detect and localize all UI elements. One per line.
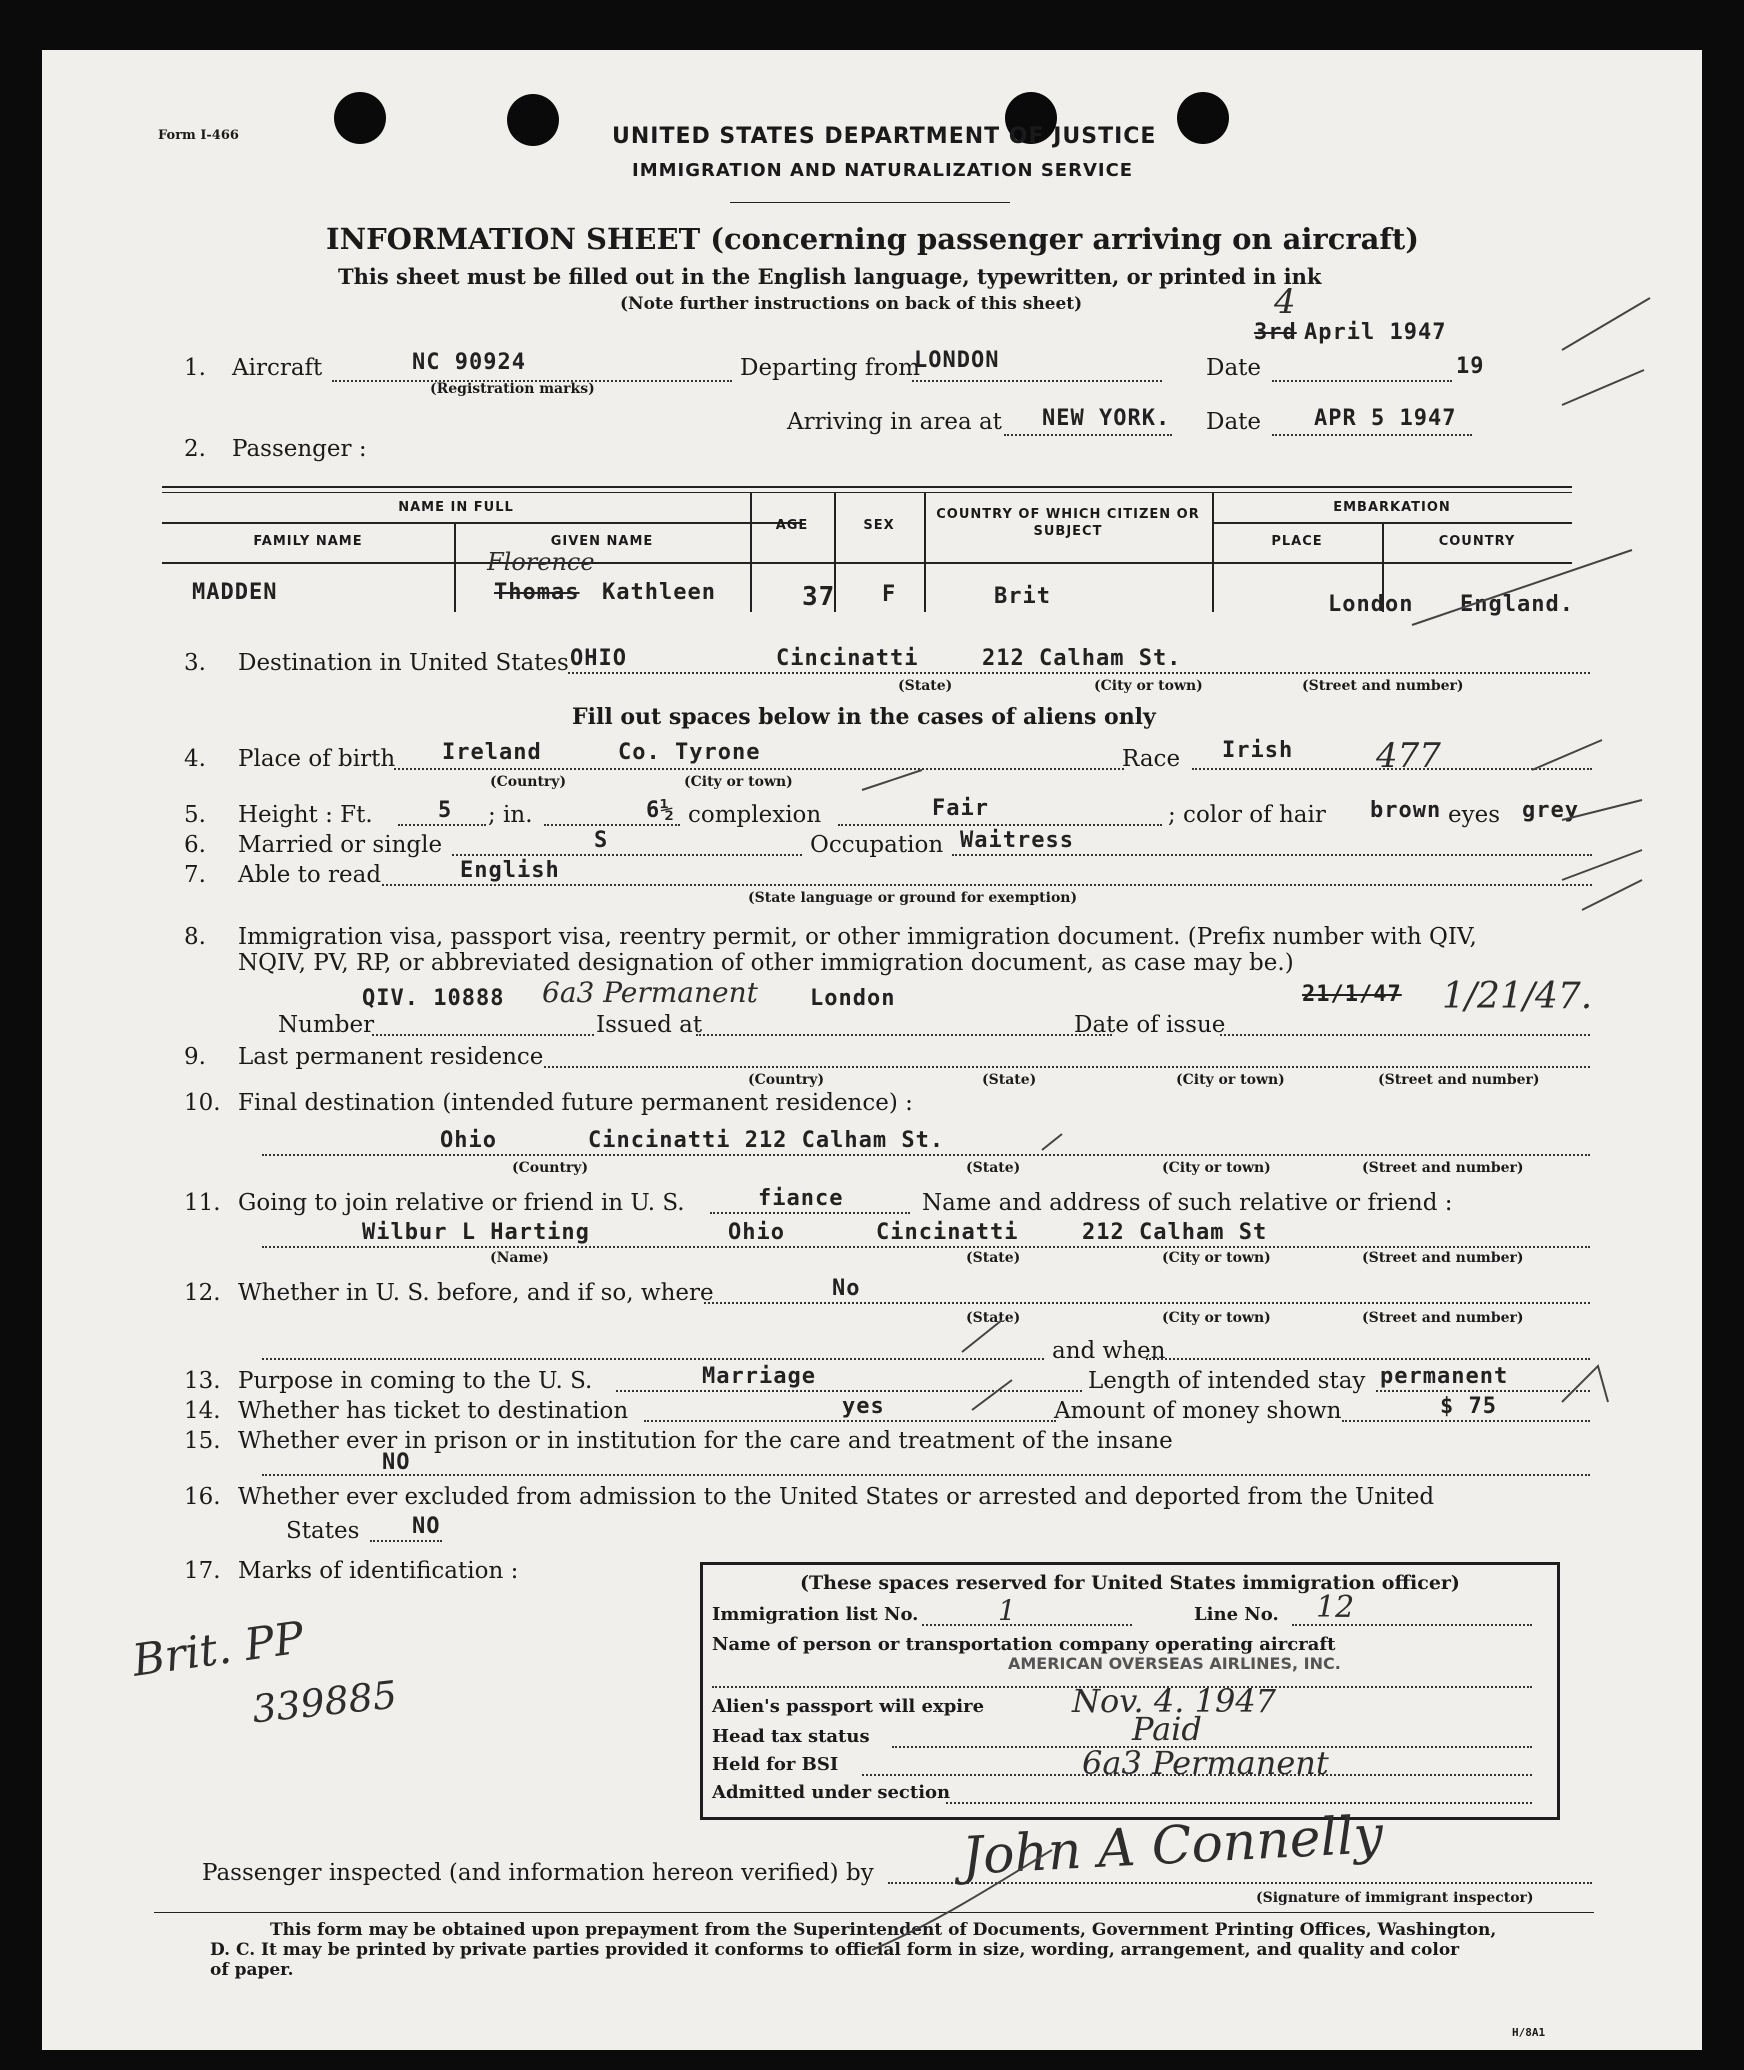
caption-state: (State) <box>982 1072 1037 1088</box>
item-number: 16. <box>184 1484 221 1510</box>
col-name-in-full: NAME IN FULL <box>398 500 514 515</box>
departing-value: LONDON <box>914 348 1000 373</box>
item-number: 12. <box>184 1280 221 1306</box>
admitted-label: Admitted under section <box>712 1782 951 1803</box>
and-when-label: and when <box>1052 1338 1166 1364</box>
visa-place: London <box>810 986 896 1011</box>
aircraft-value: NC 90924 <box>412 350 526 375</box>
service-title: IMMIGRATION AND NATURALIZATION SERVICE <box>632 160 1134 181</box>
citizenship-value: Brit <box>994 584 1051 609</box>
race-label: Race <box>1122 746 1181 772</box>
final-destination-label: Final destination (intended future permanent residence) : <box>238 1090 913 1116</box>
footer-code: H/8A1 <box>1512 2026 1546 2039</box>
relative-label: Name and address of such relative or friend : <box>922 1190 1453 1216</box>
signature-caption: (Signature of immigrant inspector) <box>1256 1890 1534 1906</box>
destination-state: OHIO <box>570 646 627 671</box>
item-number: 4. <box>184 746 206 772</box>
department-title: UNITED STATES DEPARTMENT OF JUSTICE <box>612 124 1157 149</box>
item-number: 10. <box>184 1090 221 1116</box>
race-code-handwritten: 477 <box>1376 736 1441 776</box>
before-value: No <box>832 1276 861 1301</box>
caption-state: (State) <box>898 678 953 694</box>
issue-date-label: Date of issue <box>1074 1012 1226 1038</box>
marital-label: Married or single <box>238 832 443 858</box>
visa-handwritten: 6a3 Permanent <box>542 976 758 1009</box>
marks-label: Marks of identification : <box>238 1558 519 1584</box>
caption-street: (Street and number) <box>1302 678 1464 694</box>
passport-label: Alien's passport will expire <box>712 1696 985 1717</box>
height-in-label: ; in. <box>488 802 533 828</box>
complexion-value: Fair <box>932 796 989 821</box>
footer-line-1: This form may be obtained upon prepayment from the Superintendent of Documents, Government Printing Offices, Washington, <box>270 1920 1497 1940</box>
length-label: Length of intended stay <box>1088 1368 1366 1394</box>
destination-street: 212 Calham St. <box>982 646 1182 671</box>
given-name-value: Kathleen <box>602 580 716 605</box>
col-embarkation: EMBARKATION <box>1333 500 1451 515</box>
money-value: $ 75 <box>1440 1394 1497 1419</box>
visa-number: QIV. 10888 <box>362 986 505 1011</box>
caption-street: (Street and number) <box>1362 1250 1524 1266</box>
line-value: 12 <box>1316 1590 1355 1625</box>
number-label: Number <box>278 1012 375 1038</box>
ticket-value: yes <box>842 1394 885 1419</box>
caption-city: (City or town) <box>1094 678 1203 694</box>
item-number: 15. <box>184 1428 221 1454</box>
read-label: Able to read <box>238 862 382 888</box>
visa-instructions-2: NQIV, PV, RP, or abbreviated designation of other immigration document, as case may be.) <box>238 950 1294 976</box>
caption-country: (Country) <box>512 1160 589 1176</box>
given-name-struck: Thomas <box>494 580 580 605</box>
last-residence-label: Last permanent residence <box>238 1044 544 1070</box>
excluded-label-2: States <box>286 1518 360 1544</box>
form-subtitle: This sheet must be filled out in the English language, typewritten, or printed in ink <box>338 264 1322 289</box>
date-struck: 3rd <box>1254 320 1297 345</box>
check-marks <box>42 50 1702 2050</box>
information-sheet <box>42 50 1702 2050</box>
birth-city: Co. Tyrone <box>618 740 761 765</box>
item-number: 11. <box>184 1190 221 1216</box>
arrival-date-label: Date <box>1206 409 1262 435</box>
col-age: AGE <box>775 518 809 533</box>
prison-label: Whether ever in prison or in institution for the care and treatment of the insane <box>238 1428 1173 1454</box>
relative-name: Wilbur L Harting <box>362 1220 590 1245</box>
hair-value: brown <box>1370 798 1442 823</box>
eyes-value: grey <box>1522 798 1579 823</box>
bsi-handwritten: 6a3 Permanent <box>1082 1744 1329 1782</box>
item-number: 7. <box>184 862 206 888</box>
excluded-label: Whether ever excluded from admission to the United States or arrested and deported from the United <box>238 1484 1435 1510</box>
date-handwritten: 4 <box>1274 282 1296 322</box>
read-caption: (State language or ground for exemption) <box>748 890 1078 906</box>
list-value: 1 <box>998 1594 1016 1627</box>
list-label: Immigration list No. <box>712 1604 919 1625</box>
relative-state: Ohio <box>728 1220 785 1245</box>
birth-country: Ireland <box>442 740 542 765</box>
form-number: Form I-466 <box>158 128 239 143</box>
visa-instructions: Immigration visa, passport visa, reentry permit, or other immigration document. (Prefix number with QIV, <box>238 924 1477 950</box>
caption-state: (State) <box>966 1160 1021 1176</box>
sex-value: F <box>882 582 897 607</box>
family-name-value: MADDEN <box>192 580 278 605</box>
item-number: 13. <box>184 1368 221 1394</box>
item-number: 1. <box>184 355 206 381</box>
destination-city: Cincinatti <box>776 646 919 671</box>
headtax-label: Head tax status <box>712 1726 870 1747</box>
aircraft-label: Aircraft <box>232 355 323 381</box>
bsi-label: Held for BSI <box>712 1754 839 1775</box>
col-family-name: FAMILY NAME <box>253 534 363 549</box>
caption-name: (Name) <box>490 1250 549 1266</box>
caption-city: (City or town) <box>1162 1310 1271 1326</box>
col-given-name: GIVEN NAME <box>550 534 654 549</box>
caption-street: (Street and number) <box>1362 1310 1524 1326</box>
footer-line-3: of paper. <box>210 1960 294 1980</box>
final-country: Ohio <box>440 1128 497 1153</box>
item-number: 2. <box>184 436 206 462</box>
relative-street: 212 Calham St <box>1082 1220 1268 1245</box>
birthplace-label: Place of birth <box>238 746 396 772</box>
item-number: 3. <box>184 650 206 676</box>
height-label: Height : Ft. <box>238 802 373 828</box>
caption-street: (Street and number) <box>1362 1160 1524 1176</box>
destination-label: Destination in United States <box>238 650 569 676</box>
date-century: 19 <box>1456 354 1485 379</box>
registration-caption: (Registration marks) <box>430 381 595 397</box>
inspector-signature: John A Connelly <box>960 1805 1385 1887</box>
given-name-handwritten: Florence <box>487 548 595 576</box>
form-title: INFORMATION SHEET (concerning passenger arriving on aircraft) <box>326 222 1420 256</box>
embark-country-value: England. <box>1460 592 1574 617</box>
item-number: 9. <box>184 1044 206 1070</box>
marital-value: S <box>594 828 609 853</box>
height-ft: 5 <box>438 798 453 823</box>
arrival-date-stamp: APR 5 1947 <box>1314 406 1457 431</box>
date-label: Date <box>1206 355 1262 381</box>
join-value: fiance <box>758 1186 844 1211</box>
date-value: April 1947 <box>1304 320 1447 345</box>
caption-country: (Country) <box>490 774 567 790</box>
passport-expiry-handwritten: Nov. 4. 1947 <box>1072 1682 1277 1720</box>
passport-number-handwritten: 339885 <box>250 1672 399 1732</box>
join-label: Going to join relative or friend in U. S. <box>238 1190 685 1216</box>
age-value: 37 <box>802 582 836 612</box>
caption-city: (City or town) <box>1176 1072 1285 1088</box>
item-number: 14. <box>184 1398 221 1424</box>
col-sex: SEX <box>863 518 895 533</box>
caption-state: (State) <box>966 1310 1021 1326</box>
arriving-label: Arriving in area at <box>787 409 1002 435</box>
purpose-label: Purpose in coming to the U. S. <box>238 1368 593 1394</box>
inspected-label: Passenger inspected (and information hereon verified) by <box>202 1860 874 1886</box>
excluded-value: NO <box>412 1514 441 1539</box>
occupation-label: Occupation <box>810 832 944 858</box>
read-value: English <box>460 858 560 883</box>
visa-date-struck: 21/1/47 <box>1302 982 1402 1007</box>
caption-city: (City or town) <box>684 774 793 790</box>
passenger-label: Passenger : <box>232 436 367 462</box>
company-label: Name of person or transportation company operating aircraft <box>712 1634 1336 1655</box>
height-in: 6½ <box>646 798 675 823</box>
ticket-label: Whether has ticket to destination <box>238 1398 629 1424</box>
purpose-value: Marriage <box>702 1364 816 1389</box>
departing-label: Departing from <box>740 355 921 381</box>
item-number: 5. <box>184 802 206 828</box>
money-label: Amount of money shown <box>1054 1398 1342 1424</box>
arriving-value: NEW YORK. <box>1042 406 1171 431</box>
company-stamp: AMERICAN OVERSEAS AIRLINES, INC. <box>1008 1654 1341 1673</box>
marks-handwritten: Brit. PP <box>129 1612 308 1687</box>
before-label: Whether in U. S. before, and if so, where <box>238 1280 714 1306</box>
aliens-heading: Fill out spaces below in the cases of aliens only <box>572 704 1156 730</box>
hair-label: ; color of hair <box>1168 802 1326 828</box>
caption-city: (City or town) <box>1162 1160 1271 1176</box>
occupation-value: Waitress <box>960 828 1074 853</box>
race-value: Irish <box>1222 738 1294 763</box>
embark-place-value: London <box>1328 592 1414 617</box>
prison-value: NO <box>382 1450 411 1475</box>
headtax-handwritten: Paid <box>1132 1710 1202 1748</box>
col-citizenship: COUNTRY OF WHICH CITIZEN OR SUBJECT <box>936 507 1200 539</box>
form-note: (Note further instructions on back of this sheet) <box>620 294 1083 314</box>
visa-date-handwritten: 1/21/47. <box>1442 976 1593 1017</box>
footer-line-2: D. C. It may be printed by private parties provided it conforms to official form in size, wording, arrangement, and quality and color <box>210 1940 1460 1960</box>
line-label: Line No. <box>1194 1604 1279 1625</box>
complexion-label: complexion <box>688 802 822 828</box>
caption-country: (Country) <box>748 1072 825 1088</box>
col-place: PLACE <box>1271 534 1323 549</box>
final-city-street: Cincinatti 212 Calham St. <box>588 1128 945 1153</box>
eyes-label: eyes <box>1448 802 1501 828</box>
officer-box-title: (These spaces reserved for United States immigration officer) <box>800 1572 1460 1594</box>
item-number: 8. <box>184 924 206 950</box>
caption-city: (City or town) <box>1162 1250 1271 1266</box>
caption-street: (Street and number) <box>1378 1072 1540 1088</box>
item-number: 17. <box>184 1558 221 1584</box>
item-number: 6. <box>184 832 206 858</box>
length-value: permanent <box>1380 1364 1509 1389</box>
col-country: COUNTRY <box>1438 534 1516 549</box>
relative-city: Cincinatti <box>876 1220 1019 1245</box>
issued-label: Issued at <box>596 1012 703 1038</box>
caption-state: (State) <box>966 1250 1021 1266</box>
